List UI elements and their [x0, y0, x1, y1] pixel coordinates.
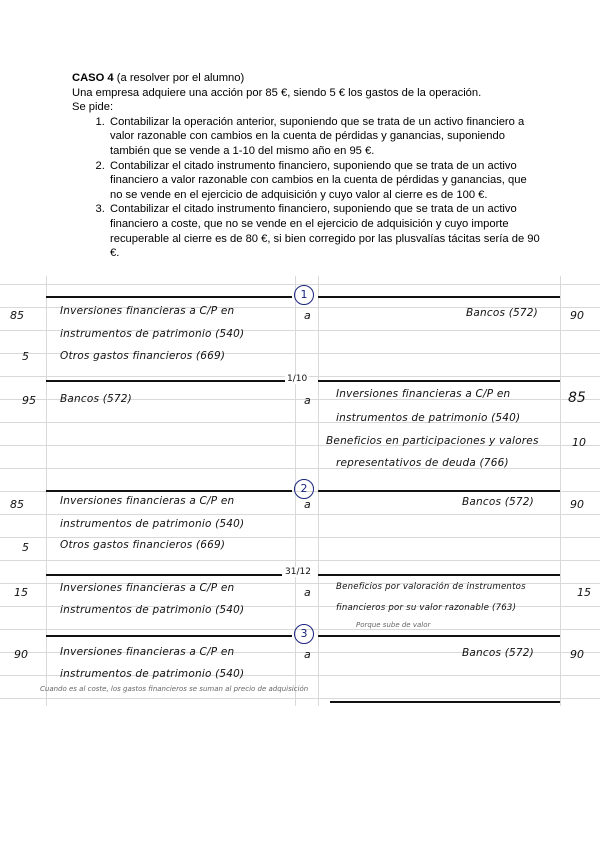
case-title-suffix: (a resolver por el alumno)	[116, 72, 245, 84]
credit-amount: 90	[570, 498, 584, 511]
debit-amount: 85	[10, 498, 24, 511]
credit-account: Bancos (572)	[462, 496, 534, 508]
debit-account: Bancos (572)	[60, 393, 132, 405]
credit-amount: 10	[572, 436, 586, 449]
case-title	[72, 71, 542, 86]
grid-col	[560, 276, 561, 706]
entry-a: a	[304, 586, 311, 599]
case-item: 1. Contabilizar la operación anterior, suponiendo que se trata de un activo financiero a valor razonable con cambios en la cuenta de pérdidas y ganancias, suponiendo también que se vende a 1-10 del mismo año en 95 €.	[108, 115, 542, 159]
entry-a: a	[304, 498, 311, 511]
entry-separator	[318, 296, 560, 298]
debit-account: Inversiones financieras a C/P en	[60, 582, 235, 594]
credit-account: Bancos (572)	[466, 307, 538, 319]
credit-amount: 90	[570, 309, 584, 322]
grid-line	[0, 468, 600, 469]
debit-account-line2: instrumentos de patrimonio (540)	[60, 668, 245, 680]
credit-account: Inversiones financieras a C/P en	[336, 388, 511, 400]
case-statement-text: Una empresa adquiere una acción por 85 €, siendo 5 € los gastos de la operación.	[72, 86, 482, 99]
case-ask: Se pide:	[72, 101, 114, 114]
margin-note: Porque sube de valor	[356, 621, 431, 629]
credit-amount: 85	[568, 390, 586, 406]
grid-line	[0, 537, 600, 538]
credit-amount: 90	[570, 648, 584, 661]
entry-separator	[318, 490, 560, 492]
entry-a: a	[304, 394, 311, 407]
margin-note: Cuando es al coste, los gastos financieros se suman al precio de adquisición	[40, 685, 309, 693]
case-title-bold: CASO 4	[72, 72, 114, 84]
debit-account: Inversiones financieras a C/P en	[60, 495, 235, 507]
entry-circle-3: 3	[294, 624, 314, 644]
debit-account: Inversiones financieras a C/P en	[60, 305, 235, 317]
journal-grid	[0, 276, 600, 706]
grid-line	[0, 514, 600, 515]
credit-account-line2: financieros por su valor razonable (763)	[336, 603, 517, 613]
credit-account: Beneficios en participaciones y valores	[326, 435, 539, 447]
credit-amount: 15	[577, 586, 591, 599]
debit-account: Otros gastos financieros (669)	[60, 350, 226, 362]
entry-separator	[330, 701, 560, 703]
debit-amount: 5	[22, 541, 29, 554]
debit-account: Inversiones financieras a C/P en	[60, 646, 235, 658]
debit-account-line2: instrumentos de patrimonio (540)	[60, 518, 245, 530]
entry-separator	[46, 574, 282, 576]
entry-a: a	[304, 648, 311, 661]
credit-account-line2: instrumentos de patrimonio (540)	[336, 412, 521, 424]
case-item-list	[72, 115, 542, 261]
credit-account: Beneficios por valoración de instrumentos	[336, 582, 526, 592]
entry-separator	[318, 574, 560, 576]
credit-account-line2: representativos de deuda (766)	[336, 457, 509, 469]
debit-account-line2: instrumentos de patrimonio (540)	[60, 328, 245, 340]
debit-amount: 5	[22, 350, 29, 363]
grid-line	[0, 560, 600, 561]
debit-amount: 95	[22, 394, 36, 407]
credit-account: Bancos (572)	[462, 647, 534, 659]
entry-separator	[46, 490, 292, 492]
entry-separator	[46, 296, 292, 298]
debit-amount: 90	[14, 648, 28, 661]
entry-date: 1/10	[287, 374, 308, 384]
entry-date: 31/12	[285, 567, 311, 577]
debit-account: Otros gastos financieros (669)	[60, 539, 226, 551]
entry-a: a	[304, 309, 311, 322]
case-item: 2. Contabilizar el citado instrumento financiero, suponiendo que se trata de un activo financiero a valor razonable con cambios en la cuenta de pérdidas y ganancias, que no se vende en el ejercicio de adquisición y cuyo valor al cierre es de 100 €.	[108, 159, 542, 203]
debit-amount: 15	[14, 586, 28, 599]
entry-circle-2: 2	[294, 479, 314, 499]
case-item: 3. Contabilizar el citado instrumento financiero, suponiendo que se trata de un activo financiero a coste, que no se vende en el ejercicio de adquisición y cuyo importe recuperable al cierre es de 80 €, si bien corregido por las plusvalías tácitas sería de 90 €.	[108, 202, 542, 260]
grid-line	[0, 698, 600, 699]
debit-account-line2: instrumentos de patrimonio (540)	[60, 604, 245, 616]
case-statement	[72, 71, 542, 261]
debit-amount: 85	[10, 309, 24, 322]
entry-separator	[318, 635, 560, 637]
entry-separator	[46, 380, 286, 382]
entry-separator	[46, 635, 292, 637]
entry-circle-1: 1	[294, 285, 314, 305]
entry-separator	[318, 380, 560, 382]
